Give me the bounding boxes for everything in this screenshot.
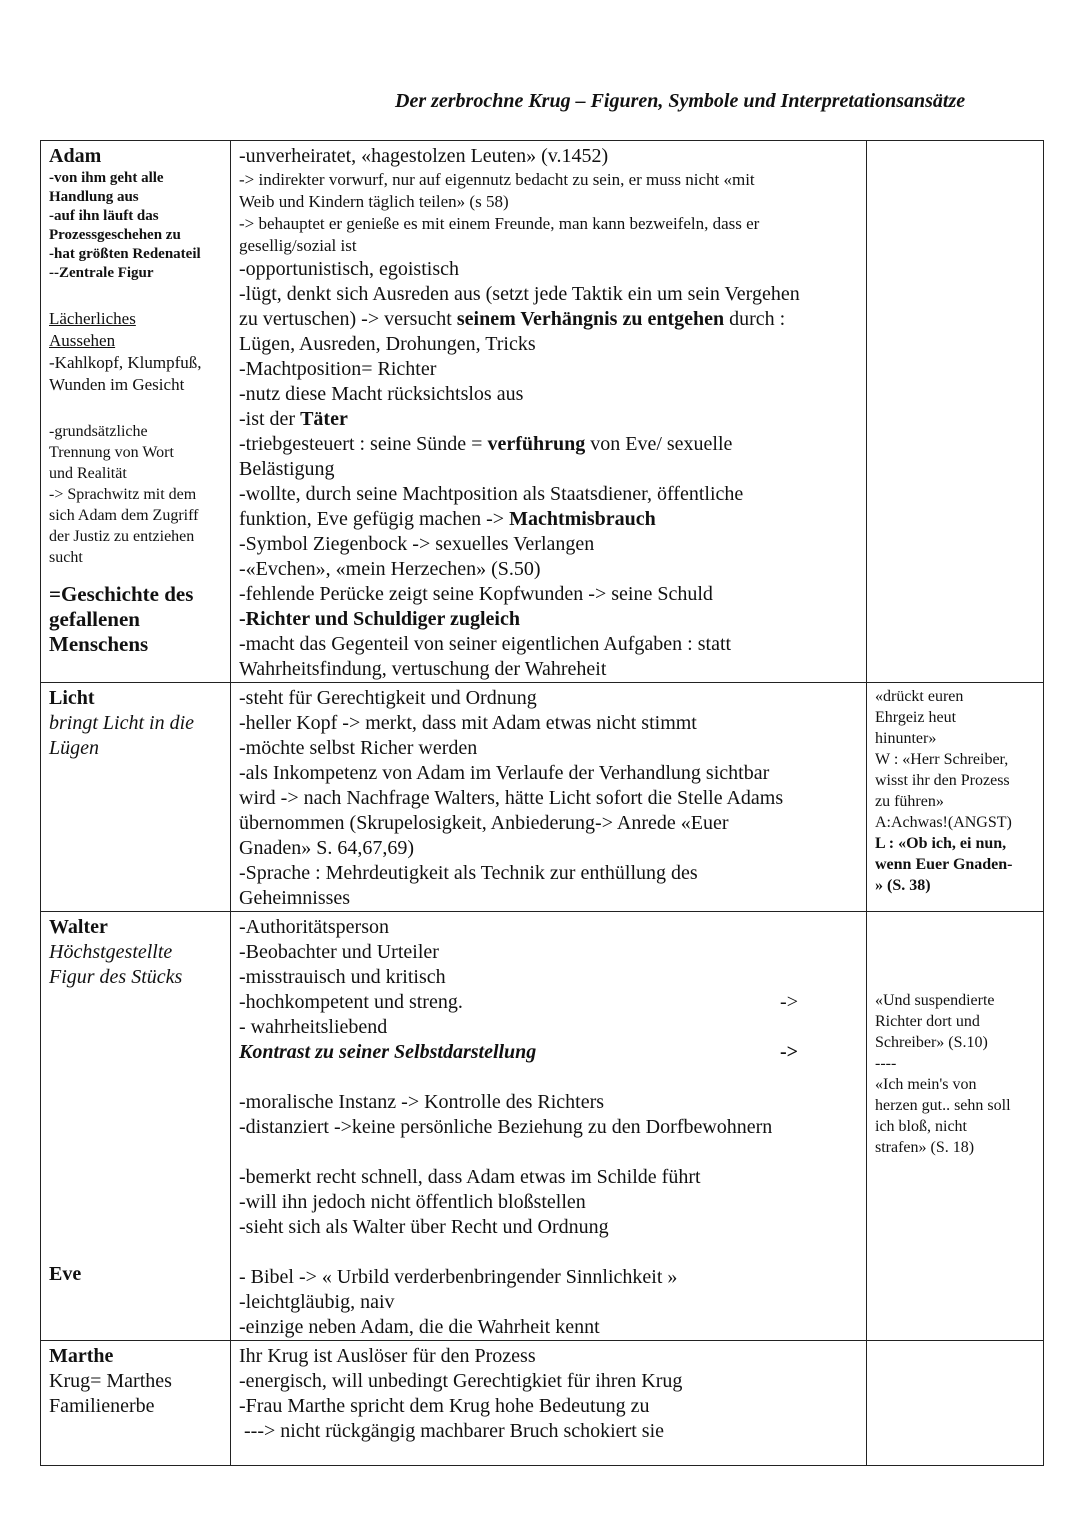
desc-line: -bemerkt recht schnell, dass Adam etwas im Schilde führt bbox=[239, 1166, 701, 1188]
quote-line: herzen gut.. sehn soll bbox=[875, 1097, 1011, 1114]
desc-line: -«Evchen», «mein Herzechen» (S.50) bbox=[239, 558, 541, 580]
quote-line: «drückt euren bbox=[875, 688, 964, 705]
adam-note: -von ihm geht alle bbox=[49, 170, 164, 186]
walter-quote-cell bbox=[867, 912, 1044, 1341]
quote-line: W : «Herr Schreiber, bbox=[875, 751, 1009, 768]
desc-line: Geheimnisses bbox=[239, 887, 351, 909]
desc-line: funktion, Eve gefügig machen -> Machtmisbrauch bbox=[239, 508, 656, 530]
character-subtitle: Figur des Stücks bbox=[49, 966, 183, 988]
desc-line: -Frau Marthe spricht dem Krug hohe Bedeutung zu bbox=[239, 1395, 650, 1417]
desc-line: -ist der Täter bbox=[239, 408, 348, 430]
table-row-licht bbox=[41, 683, 1044, 912]
adam-description-cell bbox=[231, 141, 867, 683]
quote-line: Richter dort und bbox=[875, 1013, 980, 1030]
desc-line: -Beobachter und Urteiler bbox=[239, 941, 439, 963]
quote-line: «Und suspendierte bbox=[875, 992, 995, 1009]
adam-language: der Justiz zu entziehen bbox=[49, 528, 195, 545]
quote-line: Schreiber» (S.10) bbox=[875, 1034, 988, 1051]
desc-line: Lügen, Ausreden, Drohungen, Tricks bbox=[239, 333, 536, 355]
desc-line: -Machtposition= Richter bbox=[239, 358, 437, 380]
table-row-walter bbox=[41, 912, 1044, 1341]
desc-line: -als Inkompetenz von Adam im Verlaufe der Verhandlung sichtbar bbox=[239, 762, 770, 784]
quote-separator: ---- bbox=[875, 1055, 897, 1072]
quote-line: ich bloß, nicht bbox=[875, 1118, 967, 1135]
quote-line: A:Achwas!(ANGST) bbox=[875, 814, 1012, 831]
adam-name-cell bbox=[41, 141, 231, 683]
adam-summary: =Geschichte des bbox=[49, 582, 194, 606]
walter-description-cell bbox=[231, 912, 867, 1341]
desc-line: -distanziert ->keine persönliche Beziehung zu den Dorfbewohnern bbox=[239, 1116, 773, 1138]
quote-line: wenn Euer Gnaden- bbox=[875, 856, 1013, 873]
character-subtitle: Familienerbe bbox=[49, 1395, 155, 1417]
arrow-icon: -> bbox=[779, 1041, 798, 1063]
desc-line: -Richter und Schuldiger zugleich bbox=[239, 608, 520, 630]
character-name: Licht bbox=[49, 687, 95, 709]
adam-looks-heading: Aussehen bbox=[49, 331, 116, 350]
emphasis: seinem Verhängnis zu entgehen bbox=[456, 308, 725, 330]
quote-line: strafen» (S. 18) bbox=[875, 1139, 975, 1156]
desc-line: -triebgesteuert : seine Sünde = verführung von Eve/ sexuelle bbox=[239, 433, 733, 455]
desc-line: Gnaden» S. 64,67,69) bbox=[239, 837, 414, 859]
desc-line: übernommen (Skrupelosigkeit, Anbiederung-> Anrede «Euer bbox=[239, 812, 729, 834]
licht-name-cell bbox=[41, 683, 231, 912]
arrow-icon: -> bbox=[780, 991, 798, 1013]
quote-line: Ehrgeiz heut bbox=[875, 709, 957, 726]
quote-line: L : «Ob ich, ei nun, bbox=[875, 835, 1007, 852]
desc-line: -moralische Instanz -> Kontrolle des Richters bbox=[239, 1091, 605, 1113]
character-subtitle: Höchstgestellte bbox=[49, 941, 173, 963]
marthe-description-cell bbox=[231, 1341, 867, 1466]
character-name: Walter bbox=[49, 916, 108, 938]
desc-line: -hochkompetent und streng. -> bbox=[239, 990, 858, 1015]
desc-line: -fehlende Perücke zeigt seine Kopfwunden -> seine Schuld bbox=[239, 583, 713, 605]
desc-line: -Sprache : Mehrdeutigkeit als Technik zur enthüllung des bbox=[239, 862, 698, 884]
adam-language: -grundsätzliche bbox=[49, 423, 148, 440]
desc-line: -wollte, durch seine Machtposition als Staatsdiener, öffentliche bbox=[239, 483, 744, 505]
character-subtitle: Krug= Marthes bbox=[49, 1370, 172, 1392]
table-row-marthe bbox=[41, 1341, 1044, 1466]
adam-note: Prozessgeschehen zu bbox=[49, 227, 181, 243]
adam-language: und Realität bbox=[49, 465, 127, 482]
adam-summary: gefallenen bbox=[49, 607, 140, 631]
quote-line: «Ich mein's von bbox=[875, 1076, 977, 1093]
desc-line: Wahrheitsfindung, vertuschung der Wahreheit bbox=[239, 658, 607, 680]
desc-line-eve: -einzige neben Adam, die die Wahrheit kennt bbox=[239, 1316, 600, 1338]
licht-quote-cell bbox=[867, 683, 1044, 912]
adam-language: sucht bbox=[49, 549, 83, 566]
desc-line: -energisch, will unbedingt Gerechtigkiet für ihren Krug bbox=[239, 1370, 683, 1392]
desc-line: -misstrauisch und kritisch bbox=[239, 966, 446, 988]
character-subtitle: bringt Licht in die bbox=[49, 712, 194, 734]
desc-line: - wahrheitsliebend bbox=[239, 1016, 388, 1038]
desc-line: gesellig/sozial ist bbox=[239, 236, 357, 255]
desc-line: -nutz diese Macht rücksichtslos aus bbox=[239, 383, 524, 405]
desc-line: Ihr Krug ist Auslöser für den Prozess bbox=[239, 1345, 536, 1367]
adam-summary: Menschens bbox=[49, 632, 149, 656]
adam-note: -auf ihn läuft das bbox=[49, 208, 159, 224]
emphasis: Täter bbox=[300, 408, 348, 430]
adam-looks: Wunden im Gesicht bbox=[49, 375, 185, 394]
contrast-label: Kontrast zu seiner Selbstdarstellung bbox=[239, 1041, 537, 1063]
character-table bbox=[40, 140, 1044, 1466]
desc-line: -> indirekter vorwurf, nur auf eigennutz bedacht zu sein, er muss nicht «mit bbox=[239, 170, 755, 189]
emphasis: Machtmisbrauch bbox=[509, 508, 656, 530]
adam-note: Handlung aus bbox=[49, 189, 139, 205]
adam-language: -> Sprachwitz mit dem bbox=[49, 486, 197, 503]
desc-line: -Symbol Ziegenbock -> sexuelles Verlangen bbox=[239, 533, 595, 555]
desc-line: wird -> nach Nachfrage Walters, hätte Licht sofort die Stelle Adams bbox=[239, 787, 784, 809]
desc-line: -sieht sich als Walter über Recht und Ordnung bbox=[239, 1216, 609, 1238]
desc-line: ---> nicht rückgängig machbarer Bruch schokiert sie bbox=[239, 1420, 665, 1442]
desc-line: -heller Kopf -> merkt, dass mit Adam etwas nicht stimmt bbox=[239, 712, 697, 734]
desc-line: -> behauptet er genieße es mit einem Freunde, man kann bezweifeln, dass er bbox=[239, 214, 760, 233]
adam-language: sich Adam dem Zugriff bbox=[49, 507, 199, 524]
desc-line: Belästigung bbox=[239, 458, 335, 480]
adam-quote-cell bbox=[867, 141, 1044, 683]
walter-name-cell bbox=[41, 912, 231, 1341]
quote-line: wisst ihr den Prozess bbox=[875, 772, 1010, 789]
adam-note: --Zentrale Figur bbox=[49, 265, 154, 281]
desc-line: -macht das Gegenteil von seiner eigentlichen Aufgaben : statt bbox=[239, 633, 732, 655]
desc-line: -lügt, denkt sich Ausreden aus (setzt jede Taktik ein um sein Vergehen bbox=[239, 283, 800, 305]
page-title: Der zerbrochne Krug – Figuren, Symbole und Interpretationsansätze bbox=[395, 90, 966, 112]
emphasis: verführung bbox=[487, 433, 586, 455]
desc-line: zu vertuschen) -> versucht seinem Verhängnis zu entgehen durch : bbox=[239, 308, 786, 330]
character-name: Adam bbox=[49, 145, 102, 167]
desc-line-eve: -leichtgläubig, naiv bbox=[239, 1291, 395, 1313]
character-subtitle: Lügen bbox=[49, 737, 99, 759]
desc-line bbox=[239, 1040, 858, 1065]
desc-line: -möchte selbst Richer werden bbox=[239, 737, 478, 759]
quote-line: » (S. 38) bbox=[875, 877, 931, 894]
character-name-eve: Eve bbox=[49, 1263, 82, 1285]
licht-description-cell bbox=[231, 683, 867, 912]
desc-line: -will ihn jedoch nicht öffentlich bloßstellen bbox=[239, 1191, 586, 1213]
adam-looks: -Kahlkopf, Klumpfuß, bbox=[49, 353, 202, 372]
adam-looks-heading: Lächerliches bbox=[49, 309, 136, 328]
desc-line: -steht für Gerechtigkeit und Ordnung bbox=[239, 687, 537, 709]
table-row-adam bbox=[41, 141, 1044, 683]
marthe-name-cell bbox=[41, 1341, 231, 1466]
desc-line: -opportunistisch, egoistisch bbox=[239, 258, 459, 280]
marthe-quote-cell bbox=[867, 1341, 1044, 1466]
desc-line: -unverheiratet, «hagestolzen Leuten» (v.1452) bbox=[239, 145, 609, 167]
quote-line: zu führen» bbox=[875, 793, 944, 810]
adam-language: Trennung von Wort bbox=[49, 444, 174, 461]
desc-line-eve: - Bibel -> « Urbild verderbenbringender Sinnlichkeit » bbox=[239, 1266, 678, 1288]
quote-line: hinunter» bbox=[875, 730, 937, 747]
character-name: Marthe bbox=[49, 1345, 114, 1367]
desc-line: -Authoritätsperson bbox=[239, 916, 389, 938]
adam-note: -hat größten Redenateil bbox=[49, 246, 201, 262]
desc-line: Weib und Kindern täglich teilen» (s 58) bbox=[239, 192, 509, 211]
